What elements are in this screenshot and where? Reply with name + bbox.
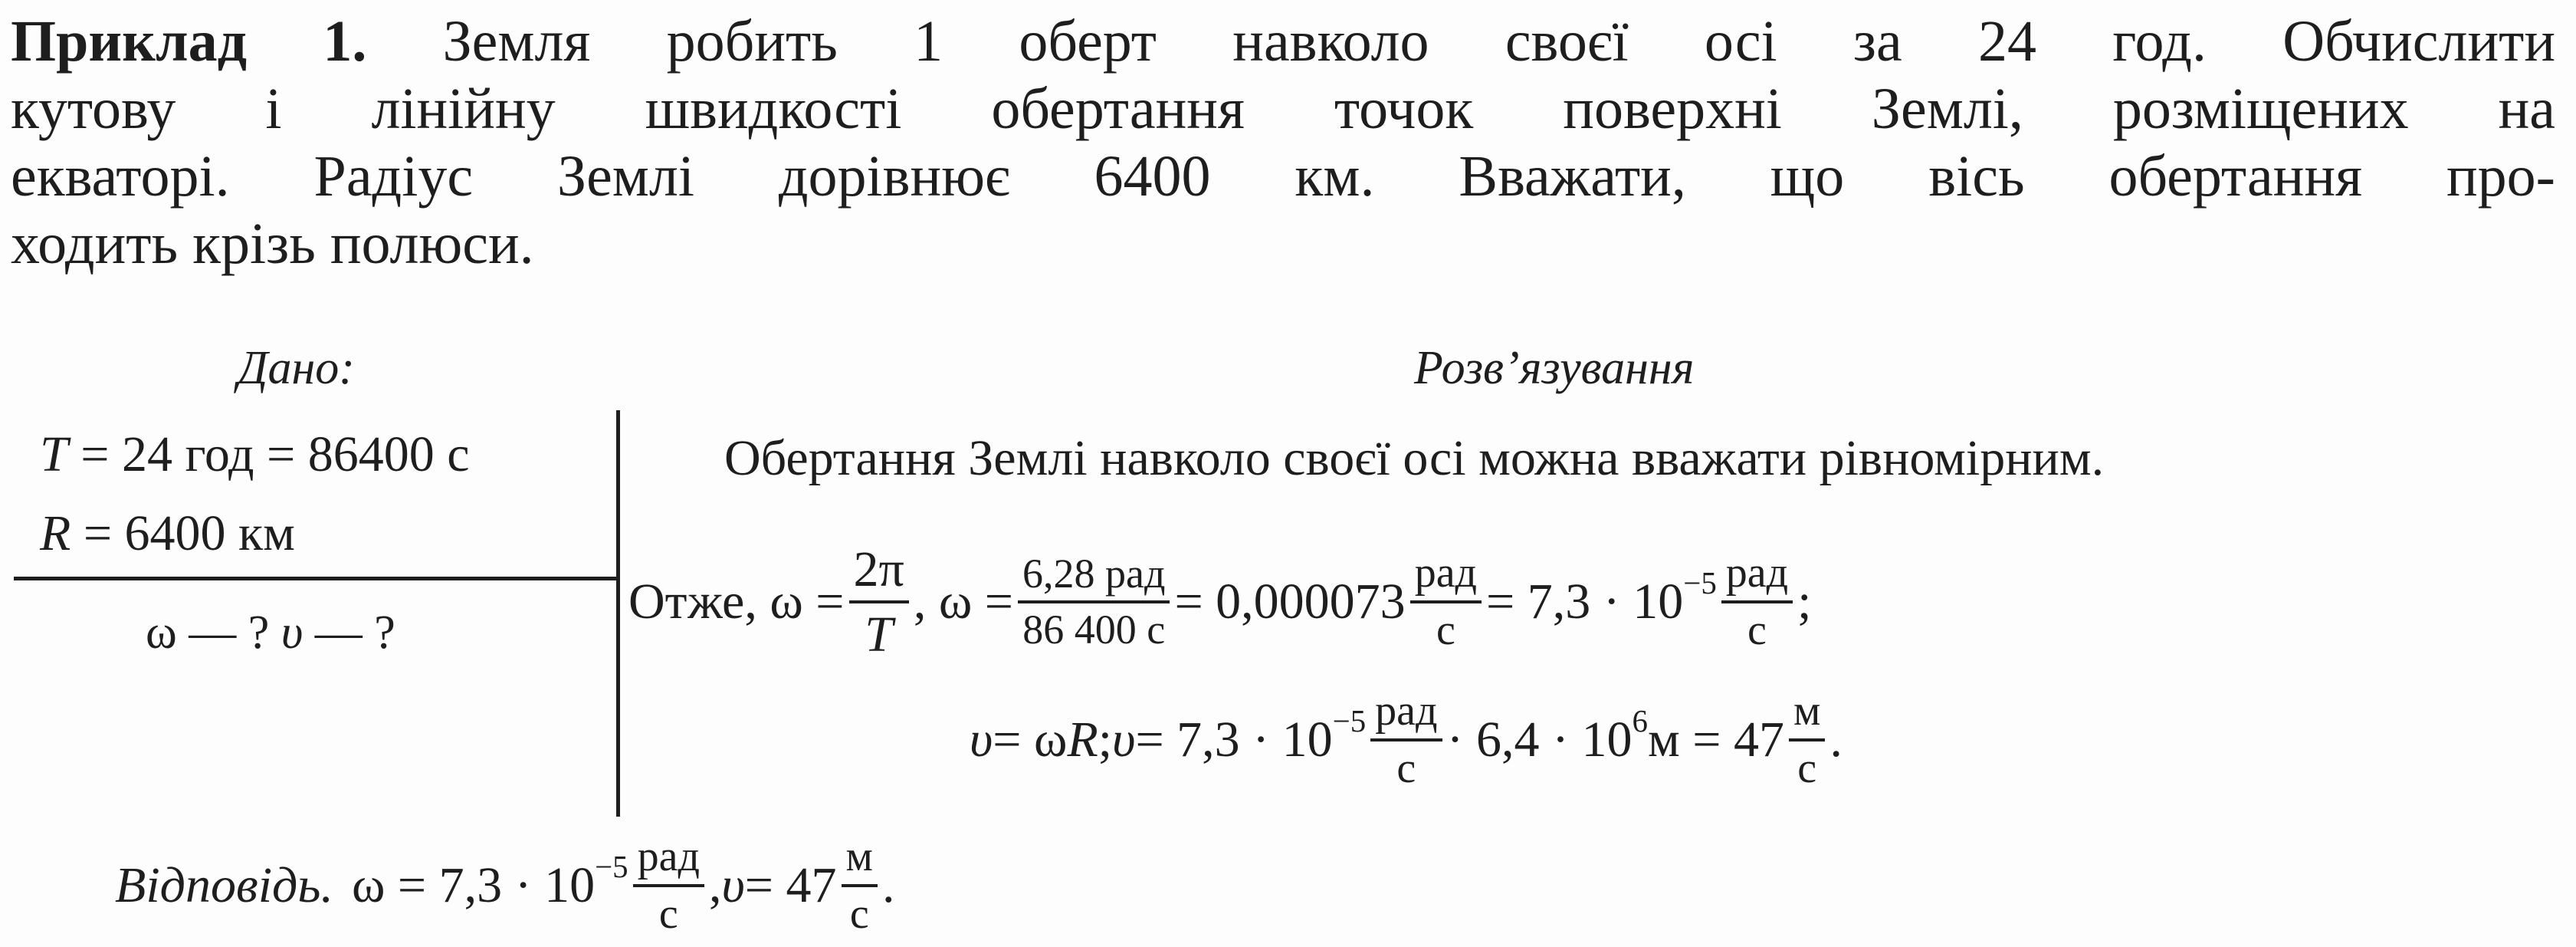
- symbol-v: υ: [1112, 712, 1136, 768]
- formula1-eq2-text: = 7,3 · 10: [1486, 574, 1684, 630]
- symbol-R: R: [1067, 712, 1098, 768]
- unknowns: [146, 606, 395, 660]
- given-heading: Дано:: [238, 342, 355, 394]
- answer: [115, 824, 894, 947]
- fraction-denominator: 86 400 с: [1022, 607, 1166, 653]
- formula2-d: [1446, 703, 1648, 769]
- answer-omega: [351, 849, 628, 915]
- unit-m-per-s: [1789, 689, 1825, 791]
- exponent: −5: [1332, 703, 1367, 738]
- statement-text-1: Земля робить 1 оберт навколо своєї осі за 24 год. Обчислити: [366, 9, 2556, 74]
- unit-denominator: с: [1436, 607, 1455, 654]
- unit-numerator: рад: [1410, 551, 1482, 603]
- exponent: −5: [595, 849, 628, 884]
- unit-numerator: рад: [1370, 689, 1442, 741]
- symbol-v: υ: [281, 607, 304, 659]
- given-solution-separator: [616, 410, 620, 817]
- unknown-omega: ω — ?: [146, 607, 281, 659]
- statement-line-4: ходить крізь полюси.: [11, 212, 534, 276]
- answer-end: .: [881, 857, 895, 913]
- statement-line-1: [11, 8, 2555, 75]
- formula1-eq1: = 0,000073: [1174, 574, 1406, 630]
- formula1-prefix: Отже, ω =: [628, 574, 845, 630]
- fraction-denominator: [860, 603, 897, 661]
- symbol-T: T: [40, 426, 68, 482]
- unit-numerator: м: [1789, 689, 1825, 741]
- formula1-mid: , ω =: [913, 574, 1013, 630]
- unit-numerator: м: [842, 834, 878, 887]
- exponent: 6: [1632, 703, 1648, 738]
- solution-heading: Розв’язування: [1414, 342, 1695, 394]
- given-radius: [40, 505, 295, 563]
- unknown-v-tail: — ?: [303, 607, 395, 659]
- fraction-numerator: 2π: [849, 543, 909, 603]
- unit-numerator: рад: [633, 834, 704, 887]
- formula-linear-velocity: [970, 667, 1843, 813]
- unit-rad-per-s: [1410, 551, 1482, 653]
- fraction-2pi-over-T: [849, 543, 909, 662]
- unit-denominator: с: [1396, 745, 1416, 792]
- answer-omega-text: ω = 7,3 · 10: [351, 857, 596, 913]
- symbol-v: υ: [970, 712, 993, 768]
- formula2-a: = ω: [993, 712, 1068, 768]
- unit-rad-per-s: [633, 834, 704, 937]
- answer-comma: ,: [709, 857, 722, 913]
- example-label: Приклад 1.: [11, 9, 367, 74]
- unit-denominator: с: [849, 890, 869, 938]
- formula2-end: .: [1829, 712, 1843, 768]
- solution-intro: Обертання Землі навколо своєї осі можна вважати рівномірним.: [724, 430, 2105, 486]
- formula2-e: м = 47: [1647, 712, 1784, 768]
- formula1-end: ;: [1797, 574, 1812, 630]
- fraction-numeric: [1018, 552, 1170, 651]
- statement-line-3: екваторі. Радіус Землі дорівнює 6400 км. Вважати, що вісь обертання про-: [11, 144, 2555, 209]
- fraction-numerator: 6,28 рад: [1018, 552, 1170, 603]
- exponent: −5: [1683, 565, 1717, 600]
- answer-label: Відповідь.: [115, 857, 333, 913]
- given-period-value: = 24 год = 86400 с: [67, 426, 470, 482]
- given-divider: [14, 577, 619, 580]
- given-period: [40, 426, 470, 484]
- unit-denominator: с: [1797, 745, 1817, 792]
- symbol-R: R: [40, 505, 71, 561]
- answer-v: = 47: [744, 857, 837, 913]
- unit-denominator: с: [1747, 607, 1767, 654]
- symbol-T-den: T: [865, 607, 894, 663]
- unit-denominator: с: [658, 890, 678, 938]
- formula2-c: [1135, 703, 1367, 769]
- unit-m-per-s: [842, 834, 878, 937]
- unit-rad-per-s: [1370, 689, 1442, 791]
- unit-numerator: рад: [1721, 551, 1793, 603]
- formula-angular-velocity: [628, 529, 1811, 675]
- unit-rad-per-s: [1721, 551, 1793, 653]
- formula2-b: ;: [1098, 712, 1113, 768]
- formula2-d-text: · 6,4 · 10: [1446, 712, 1633, 768]
- given-radius-value: = 6400 км: [71, 505, 295, 561]
- problem-statement: [11, 8, 2555, 278]
- statement-line-2: кутову і лінійну швидкості обертання точок поверхні Землі, розміщених на: [11, 77, 2555, 141]
- formula1-eq2: [1486, 565, 1717, 631]
- formula2-c-text: = 7,3 · 10: [1135, 712, 1333, 768]
- symbol-v: υ: [721, 857, 745, 913]
